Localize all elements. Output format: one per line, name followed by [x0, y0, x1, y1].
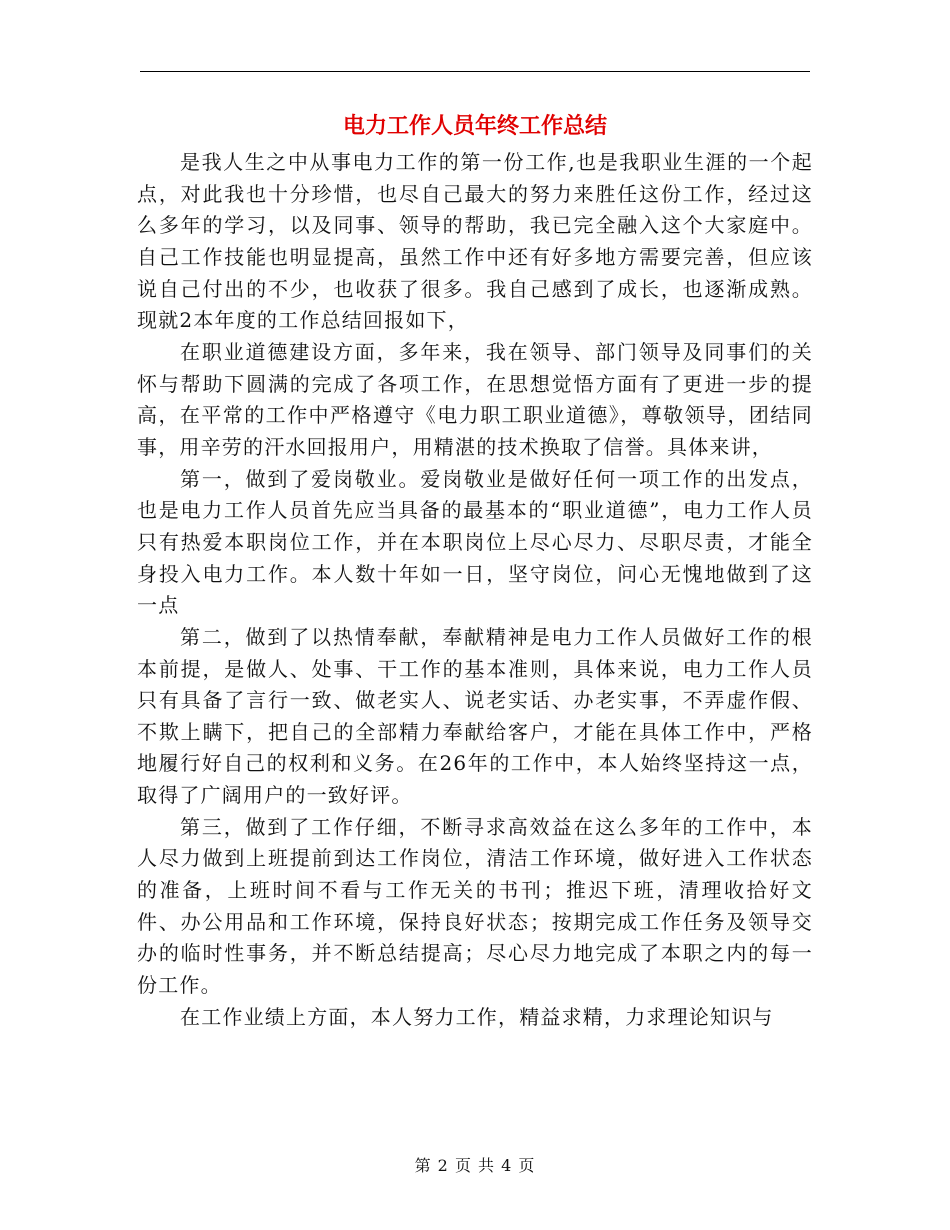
paragraph: 第二，做到了以热情奉献，奉献精神是电力工作人员做好工作的根本前提，是做人、处事、干工作的基本准则，具体来说，电力工作人员只有具备了言行一致、做老实人、说老实话、办老实事，不弄虚作假、不欺上瞒下，把自己的全部精力奉献给客户，才能在具体工作中，严格地履行好自己的权利和义务。在26年的工作中，本人始终坚持这一点，取得了广阔用户的一致好评。	[137, 624, 813, 808]
document-body	[137, 147, 813, 1033]
document-title: 电力工作人员年终工作总结	[342, 113, 607, 139]
header-rule	[140, 71, 810, 72]
paragraph: 在职业道德建设方面，多年来，我在领导、部门领导及同事们的关怀与帮助下圆满的完成了各项工作，在思想觉悟方面有了更进一步的提高，在平常的工作中严格遵守《电力职工职业道德》，尊敬领导，团结同事，用辛劳的汗水回报用户，用精湛的技术换取了信誉。具体来讲，	[137, 339, 813, 459]
page-number: 第 2 页 共 4 页	[414, 1156, 536, 1175]
paragraph: 在工作业绩上方面，本人努力工作，精益求精，力求理论知识与	[180, 1004, 774, 1029]
paragraph: 是我人生之中从事电力工作的第一份工作,也是我职业生涯的一个起点，对此我也十分珍惜，也尽自己最大的努力来胜任这份工作，经过这么多年的学习，以及同事、领导的帮助，我已完全融入这个大家庭中。自己工作技能也明显提高，虽然工作中还有好多地方需要完善，但应该说自己付出的不少，也收获了很多。我自己感到了成长，也逐渐成熟。现就2本年度的工作总结回报如下，	[137, 150, 813, 333]
paragraph: 第一，做到了爱岗敬业。爱岗敬业是做好任何一项工作的出发点，也是电力工作人员首先应当具备的最基本的“职业道德”，电力工作人员只有热爱本职岗位工作，并在本职岗位上尽心尽力、尽职尽责，才能全身投入电力工作。本人数十年如一日，坚守岗位，问心无愧地做到了这一点	[137, 466, 813, 618]
paragraph: 第三，做到了工作仔细，不断寻求高效益在这么多年的工作中，本人尽力做到上班提前到达工作岗位，清洁工作环境，做好进入工作状态的准备，上班时间不看与工作无关的书刊；推迟下班，清理收拾好文件、办公用品和工作环境，保持良好状态；按期完成工作任务及领导交办的临时性事务，并不断总结提高；尽心尽力地完成了本职之内的每一份工作。	[137, 814, 813, 998]
